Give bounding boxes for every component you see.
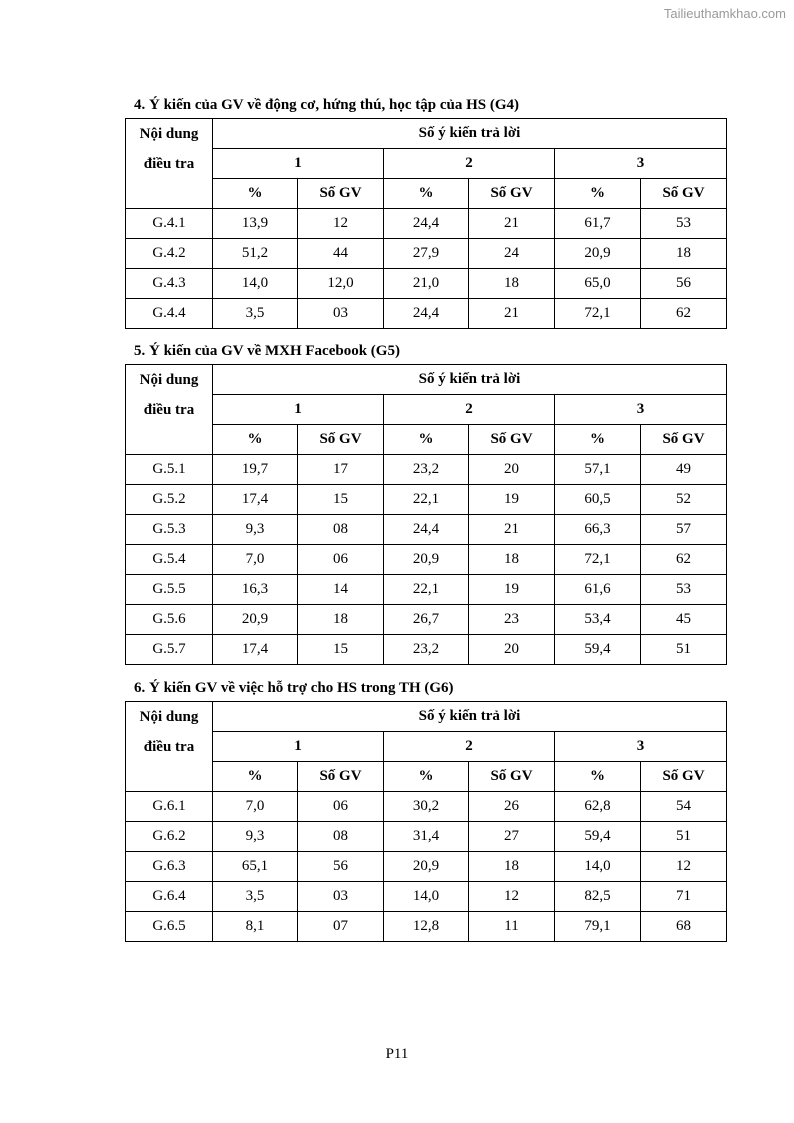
table-cell: 7,0: [213, 545, 298, 575]
row-code-cell: G.4.1: [126, 209, 213, 239]
table-cell: 53,4: [555, 605, 641, 635]
table-cell: 26,7: [384, 605, 469, 635]
table-row: [126, 912, 727, 942]
table-row: [126, 852, 727, 882]
table-cell: 51: [641, 822, 727, 852]
section-g5: [125, 339, 726, 665]
table-cell: 23: [469, 605, 555, 635]
table-cell: 59,4: [555, 635, 641, 665]
table-cell: 17,4: [213, 485, 298, 515]
table-cell: 20,9: [384, 545, 469, 575]
table-row: [126, 515, 727, 545]
table-row: [126, 239, 727, 269]
row-code-cell: G.5.4: [126, 545, 213, 575]
table-cell: 57: [641, 515, 727, 545]
table-cell: 06: [298, 792, 384, 822]
table-row: [126, 575, 727, 605]
table-cell: 19: [469, 575, 555, 605]
table-cell: 26: [469, 792, 555, 822]
table-cell: 65,1: [213, 852, 298, 882]
table-cell: 12: [641, 852, 727, 882]
table-cell: 21: [469, 515, 555, 545]
table-cell: 20,9: [384, 852, 469, 882]
header-row: [126, 365, 727, 395]
option-header: 3: [555, 395, 727, 425]
table-body: [126, 365, 727, 665]
table-cell: 27,9: [384, 239, 469, 269]
table-cell: 9,3: [213, 822, 298, 852]
table-cell: 20: [469, 455, 555, 485]
table-cell: 17,4: [213, 635, 298, 665]
table-cell: 72,1: [555, 299, 641, 329]
table-cell: 18: [641, 239, 727, 269]
table-cell: 51,2: [213, 239, 298, 269]
table-row: [126, 822, 727, 852]
table-cell: 24,4: [384, 209, 469, 239]
table-cell: 18: [469, 269, 555, 299]
table-cell: 62: [641, 299, 727, 329]
table-cell: 18: [298, 605, 384, 635]
row-code-cell: G.5.7: [126, 635, 213, 665]
table-cell: 12: [469, 882, 555, 912]
count-header: Số GV: [469, 179, 555, 209]
table-cell: 53: [641, 209, 727, 239]
percent-header: %: [555, 425, 641, 455]
count-header: Số GV: [298, 425, 384, 455]
percent-header: %: [213, 762, 298, 792]
table-cell: 22,1: [384, 485, 469, 515]
option-header: 1: [213, 395, 384, 425]
table-cell: 9,3: [213, 515, 298, 545]
table-row: [126, 882, 727, 912]
header-row: [126, 762, 727, 792]
count-header: Số GV: [298, 179, 384, 209]
row-code-cell: G.4.4: [126, 299, 213, 329]
count-header: Số GV: [298, 762, 384, 792]
table-cell: 19: [469, 485, 555, 515]
table-cell: 59,4: [555, 822, 641, 852]
table-cell: 60,5: [555, 485, 641, 515]
table-cell: 13,9: [213, 209, 298, 239]
count-header: Số GV: [641, 762, 727, 792]
watermark: Tailieuthamkhao.com: [663, 6, 786, 21]
table-cell: 24,4: [384, 299, 469, 329]
table-cell: 19,7: [213, 455, 298, 485]
table-cell: 82,5: [555, 882, 641, 912]
table-cell: 08: [298, 822, 384, 852]
group-title-header: Số ý kiến trả lời: [213, 702, 727, 732]
table-cell: 08: [298, 515, 384, 545]
table-cell: 45: [641, 605, 727, 635]
table-row: [126, 545, 727, 575]
row-code-cell: G.4.3: [126, 269, 213, 299]
table-cell: 15: [298, 635, 384, 665]
percent-header: %: [555, 179, 641, 209]
group-title-header: Số ý kiến trả lời: [213, 365, 727, 395]
table-cell: 16,3: [213, 575, 298, 605]
count-header: Số GV: [469, 425, 555, 455]
table-cell: 79,1: [555, 912, 641, 942]
table-row: [126, 269, 727, 299]
table-cell: 68: [641, 912, 727, 942]
table-cell: 51: [641, 635, 727, 665]
table-cell: 24,4: [384, 515, 469, 545]
row-code-cell: G.5.5: [126, 575, 213, 605]
row-code-cell: G.4.2: [126, 239, 213, 269]
table-row: [126, 455, 727, 485]
table-cell: 66,3: [555, 515, 641, 545]
percent-header: %: [384, 179, 469, 209]
table-cell: 18: [469, 545, 555, 575]
header-row: [126, 179, 727, 209]
row-label-line1: Nội dung: [139, 372, 199, 388]
percent-header: %: [213, 179, 298, 209]
table-cell: 44: [298, 239, 384, 269]
table-cell: 53: [641, 575, 727, 605]
option-header: 1: [213, 732, 384, 762]
table-cell: 07: [298, 912, 384, 942]
table-cell: 54: [641, 792, 727, 822]
table-cell: 12,8: [384, 912, 469, 942]
table-cell: 30,2: [384, 792, 469, 822]
table-row: [126, 605, 727, 635]
table-cell: 12: [298, 209, 384, 239]
table-row: [126, 299, 727, 329]
row-code-cell: G.5.2: [126, 485, 213, 515]
table-cell: 14,0: [384, 882, 469, 912]
table-cell: 21: [469, 209, 555, 239]
table-cell: 3,5: [213, 882, 298, 912]
row-code-cell: G.6.5: [126, 912, 213, 942]
table-cell: 61,6: [555, 575, 641, 605]
table-cell: 27: [469, 822, 555, 852]
table-cell: 21: [469, 299, 555, 329]
page-number: P11: [385, 1046, 409, 1062]
row-label-line1: Nội dung: [139, 126, 199, 142]
section-title: 6. Ý kiến GV về việc hỗ trợ cho HS trong TH (G6): [134, 680, 454, 696]
table-body: [126, 119, 727, 329]
table-cell: 7,0: [213, 792, 298, 822]
row-label-header: [126, 119, 213, 209]
section-g4: [125, 93, 726, 329]
header-row: [126, 425, 727, 455]
row-code-cell: G.5.6: [126, 605, 213, 635]
count-header: Số GV: [641, 425, 727, 455]
row-code-cell: G.5.1: [126, 455, 213, 485]
table-cell: 11: [469, 912, 555, 942]
count-header: Số GV: [469, 762, 555, 792]
percent-header: %: [384, 762, 469, 792]
table-cell: 20: [469, 635, 555, 665]
section-title: 4. Ý kiến của GV về động cơ, hứng thú, học tập của HS (G4): [134, 97, 519, 113]
table-cell: 56: [641, 269, 727, 299]
data-table: [125, 118, 727, 329]
table-cell: 62: [641, 545, 727, 575]
row-label-header: [126, 365, 213, 455]
table-cell: 8,1: [213, 912, 298, 942]
row-code-cell: G.6.4: [126, 882, 213, 912]
table-cell: 06: [298, 545, 384, 575]
table-row: [126, 792, 727, 822]
table-cell: 72,1: [555, 545, 641, 575]
table-cell: 71: [641, 882, 727, 912]
option-header: 3: [555, 149, 727, 179]
option-header: 2: [384, 395, 555, 425]
table-cell: 18: [469, 852, 555, 882]
row-code-cell: G.6.1: [126, 792, 213, 822]
table-cell: 24: [469, 239, 555, 269]
row-label-line2: điều tra: [143, 156, 195, 172]
table-cell: 3,5: [213, 299, 298, 329]
data-table: [125, 364, 727, 665]
row-code-cell: G.6.2: [126, 822, 213, 852]
table-cell: 21,0: [384, 269, 469, 299]
option-header: 3: [555, 732, 727, 762]
table-cell: 56: [298, 852, 384, 882]
data-table: [125, 701, 727, 942]
row-label-line2: điều tra: [143, 402, 195, 418]
header-row: [126, 732, 727, 762]
table-cell: 12,0: [298, 269, 384, 299]
count-header: Số GV: [641, 179, 727, 209]
table-cell: 03: [298, 299, 384, 329]
table-row: [126, 209, 727, 239]
row-label-line1: Nội dung: [139, 709, 199, 725]
header-row: [126, 395, 727, 425]
table-cell: 14,0: [213, 269, 298, 299]
row-label-line2: điều tra: [143, 739, 195, 755]
table-body: [126, 702, 727, 942]
row-label-header: [126, 702, 213, 792]
table-cell: 17: [298, 455, 384, 485]
table-cell: 22,1: [384, 575, 469, 605]
header-row: [126, 702, 727, 732]
table-cell: 23,2: [384, 455, 469, 485]
table-cell: 03: [298, 882, 384, 912]
table-cell: 52: [641, 485, 727, 515]
percent-header: %: [555, 762, 641, 792]
table-cell: 14,0: [555, 852, 641, 882]
table-cell: 14: [298, 575, 384, 605]
table-cell: 62,8: [555, 792, 641, 822]
table-cell: 49: [641, 455, 727, 485]
section-title: 5. Ý kiến của GV về MXH Facebook (G5): [134, 343, 400, 359]
header-row: [126, 119, 727, 149]
row-code-cell: G.5.3: [126, 515, 213, 545]
table-cell: 20,9: [213, 605, 298, 635]
group-title-header: Số ý kiến trả lời: [213, 119, 727, 149]
table-cell: 20,9: [555, 239, 641, 269]
percent-header: %: [213, 425, 298, 455]
table-cell: 61,7: [555, 209, 641, 239]
option-header: 2: [384, 149, 555, 179]
section-g6: [125, 676, 726, 942]
table-row: [126, 635, 727, 665]
table-cell: 57,1: [555, 455, 641, 485]
percent-header: %: [384, 425, 469, 455]
row-code-cell: G.6.3: [126, 852, 213, 882]
table-cell: 15: [298, 485, 384, 515]
table-cell: 23,2: [384, 635, 469, 665]
table-row: [126, 485, 727, 515]
table-cell: 65,0: [555, 269, 641, 299]
header-row: [126, 149, 727, 179]
option-header: 2: [384, 732, 555, 762]
table-cell: 31,4: [384, 822, 469, 852]
option-header: 1: [213, 149, 384, 179]
